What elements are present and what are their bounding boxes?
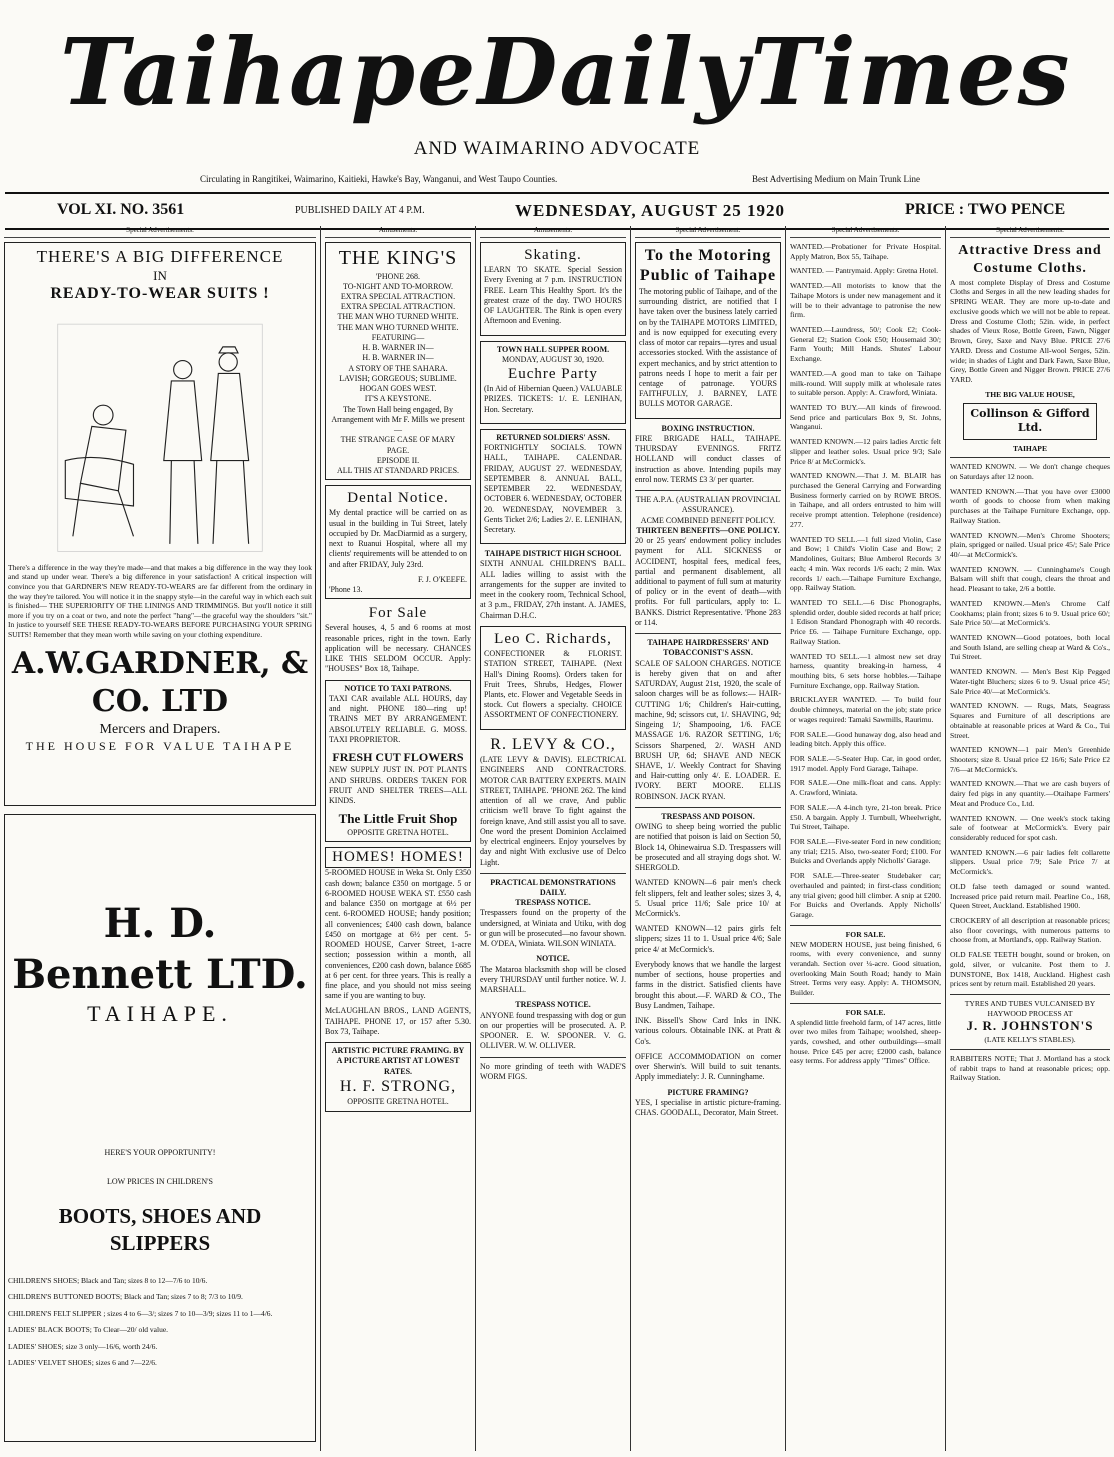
classified-ad: WANTED KNOWN—Good potatoes, both local and South Island, are selling cheap at Ward & Co's., Tui Street.: [950, 633, 1110, 662]
tyres-heading: TYRES AND TUBES VULCANISED BY HAYWOOD PROCESS AT: [964, 999, 1096, 1018]
column-rule: [320, 226, 321, 1451]
euchre-advert: [480, 341, 626, 424]
price: PRICE : TWO PENCE: [905, 201, 1066, 218]
kings-line: The Town Hall being engaged, By Arrangement with Mr F. Mills we present—: [331, 404, 465, 435]
kings-line: EXTRA SPECIAL ATTRACTION.: [340, 302, 456, 312]
kings-phone: 'PHONE 268.: [375, 271, 421, 281]
bennett-item: LADIES' SHOES; size 3 only—16/6, worth 24/6.: [8, 1341, 158, 1351]
classified-ad: WANTED. — Pantrymaid. Apply: Gretna Hotel.: [790, 266, 939, 276]
gardner-subtitle: Mercers and Drapers.: [99, 722, 221, 738]
trespass-body-2: ANYONE found trespassing with dog or gun on our properties will be prosecuted. A. P. SPOONER. E. W. SPOONER. V. G. OLLIVER. W. W. OLLIVER.: [480, 1010, 626, 1051]
flowers-body: NEW SUPPLY JUST IN. POT PLANTS AND SHRUBS. ORDERS TAKEN FOR FRUIT AND SHELTER TREES—ALL KINDS.: [329, 765, 467, 806]
column-rule: [475, 226, 476, 1451]
newspaper-title: [60, 18, 1072, 126]
skating-advert: [480, 242, 626, 336]
circulation-line: [200, 174, 920, 184]
levy-advert: [480, 735, 626, 868]
column-1: [4, 226, 316, 1451]
kings-line: EPISODE II.: [376, 455, 420, 465]
classified-ad: WANTED KNOWN.—12 pairs ladies Arctic felt slipper and leather soles. Usual price 9/3; Sale Price 8/ at McCormick's.: [790, 437, 941, 466]
published-note: PUBLISHED DAILY AT 4 P.M.: [295, 205, 425, 216]
boxing-advert: [635, 424, 781, 485]
apa-heading: THE A.P.A. (AUSTRALIAN PROVINCIAL ASSURANCE).: [635, 495, 781, 515]
classified-ad: FOR SALE.—A 4-inch tyre, 21-ton break. Price £50. A bargain. Apply J. Turnbull, Wheelwright, Tui Street, Taihape.: [790, 802, 941, 832]
dental-body: My dental practice will be carried on as usual in the building in Tui Street, lately occupied by Dr. MacDiarmid as a surgery, next to Ruanui Hospital, where all my clients' requirements will be attended to on and after FRIDAY, July 23rd.: [329, 508, 467, 569]
bennett-advert: [4, 814, 316, 1442]
hairdressers-heading: TAIHAPE HAIRDRESSERS' AND TOBACCONIST'S ASSN.: [647, 638, 769, 658]
euchre-body: (In Aid of Hibernian Queen.) VALUABLE PRIZES. TICKETS: 1/. E. LENIHAN, Hon. Secretary.: [484, 384, 622, 414]
supper-heading: TOWN HALL SUPPER ROOM.: [496, 344, 610, 354]
bennett-boots-heading: BOOTS, SHOES AND SLIPPERS: [58, 1203, 262, 1255]
bennett-item: CHILDREN'S FELT SLIPPER ; sizes 4 to 6—3/; sizes 7 to 10—3/9; sizes 11 to 1—4/6.: [8, 1308, 273, 1318]
house-for-sale-body: NEW MODERN HOUSE, just being finished, 6 rooms, with every convenience, and sunny verandah. Section over ¼-acre. Good situation, overlooking Main South Road; handy to Main Street. Terms very easy. Apply: A. THOMSON, Builder.: [790, 939, 941, 998]
classified-ad: FOR SALE.—Good hunaway dog, also head and leading bitch. Apply this office.: [790, 729, 941, 749]
best-medium-text: Best Advertising Medium on Main Trunk Line: [751, 174, 920, 184]
kings-line: FEATURING—: [371, 332, 425, 342]
boxing-body: FIRE BRIGADE HALL, TAIHAPE. THURSDAY EVENINGS. FRITZ HOLLAND will conduct classes of instruction as above. Intending pupils may enrol now. TERMS £3 3/ per quarter.: [635, 433, 781, 484]
kings-line: A STORY OF THE SAHARA.: [348, 363, 448, 373]
homes-advert: [325, 847, 471, 1037]
bennett-item: LADIES' BLACK BOOTS; To Clear—20/ old value.: [8, 1325, 169, 1335]
fruit-shop-location: OPPOSITE GRETNA HOTEL.: [347, 827, 449, 837]
apa-advert: [635, 495, 781, 628]
volume-number: VOL XI. NO. 3561: [57, 201, 185, 218]
rsa-heading: RETURNED SOLDIERS' ASSN.: [496, 432, 610, 442]
column-6: [950, 226, 1110, 1451]
classified-ad: BRICKLAYER WANTED. — To build four double chimneys, material on the job; state price or wages required: Tamaki Sawmills, Raurimu.: [790, 695, 941, 724]
ink-advert: INK. Bissell's Show Card Inks in INK. various colours. Obtainable INK. at Pratt & Co's.: [635, 1016, 781, 1046]
levy-name: R. LEVY & CO.,: [490, 735, 616, 753]
supper-date: MONDAY, AUGUST 30, 1920.: [501, 354, 605, 364]
hairdressers-body: SCALE OF SALOON CHARGES. NOTICE is hereby given that on and after SATURDAY, August 21st, 1920, the scale of saloon charges will be as follows:— HAIR-CUTTING 1/6; Children's Hair-cutting, machine, 9d; scissors cut, 1/. SHAVING, 9d; Singeing 1/; Shampooing, 1/6. FACE MASSAGE 1/6. RAZOR SETTING, 1/6; Scissors Sharpened, 2/. WASH AND BRUSH UP, 6d; SHAVE AND NECK SHAVE, 1/. Weekly Contract for Shaving and Hair-cutting only 4/. E. LOADER. E. IVORY. BERT MOORE. ELLIS ROBINSON. JACK RYAN.: [635, 658, 781, 801]
gardner-headline-2: IN: [153, 267, 167, 283]
boxing-heading: BOXING INSTRUCTION.: [661, 423, 755, 433]
title-word-3: Times: [750, 18, 1072, 126]
divider: [635, 490, 781, 491]
bennett-name: H. D. Bennett LTD.: [12, 899, 308, 999]
apa-body: 20 or 25 years' endowment policy includes payment for ALL SICKNESS or ACCIDENT, hospital fees, medical fees, partial and permanent disablement, all additional to payment of full sum at maturity of policy or in the event of death—with profits. For full particulars, apply to: L. BANKS. District Representative. 'Phone 283 or 114.: [635, 536, 781, 627]
divider: [790, 1003, 941, 1004]
classified-ad: WANTED KNOWN.—6 pair ladies felt collarette slippers. Usual price 7/9; Sale Price 7/ at McCormick's.: [950, 847, 1110, 877]
wanted-known-girls: WANTED KNOWN—12 pairs girls felt slippers; sizes 11 to 1. Usual price 4/6; Sale price 4/ at McCormick's.: [635, 924, 781, 954]
circulation-text: Circulating in Rangitikei, Waimarino, Kaitieki, Hawke's Bay, Wanganui, and West Taupo Counties.: [200, 174, 558, 184]
strong-location: OPPOSITE GRETNA HOTEL.: [347, 1097, 449, 1107]
practical-heading: PRACTICAL DEMONSTRATIONS DAILY.: [490, 877, 616, 897]
column-heading: Amusements.: [480, 226, 626, 238]
rsa-body: FORTNIGHTLY SOCIALS. TOWN HALL, TAIHAPE. CALENDAR. FRIDAY, AUGUST 27. WEDNESDAY, SEPTEMBER 8. ANNUAL BALL, SEPTEMBER 22. WEDNESDAY, OCTOBER 6. WEDNESDAY, OCTOBER 20. WEDNESDAY, NOVEMBER 3. Gents Ticket 2/6; Ladies 2/. E. LENIHAN, Secretary.: [484, 443, 622, 535]
dress-title: Attractive Dress and Costume Cloths.: [958, 242, 1102, 276]
divider: [950, 994, 1110, 995]
gardner-name: A.W.GARDNER, & CO. LTD: [11, 645, 309, 719]
gardner-headline-1: THERE'S A BIG DIFFERENCE: [36, 246, 284, 266]
bennett-item: CHILDREN'S SHOES; Black and Tan; sizes 8 to 12—7/6 to 10/6.: [8, 1275, 208, 1285]
divider: [480, 1057, 626, 1058]
classified-ad: OLD FALSE TEETH bought, sound or broken, on gold, silver, or vulcanite. Post them to J. DUNSTONE, Box 1418, Auckland. Highest cash prices sent by return mail. Established 20 years.: [950, 950, 1110, 989]
classified-ad: WANTED KNOWN.—That we are cash buyers of dairy fed pigs in any quantity.—Otaihape Farmers' Meat and Produce Co., Ltd.: [950, 779, 1110, 808]
dental-title: Dental Notice.: [347, 490, 449, 507]
classified-ad: WANTED.—A good man to take on Taihape milk-round. Will supply milk at wholesale rates to suitable person. Apply: A. Crawford, Winiata.: [790, 368, 941, 398]
flowers-heading: FRESH CUT FLOWERS: [332, 750, 464, 765]
motoring-body: The motoring public of Taihape, and of the surrounding district, are notified that I have taken over the business lately carried on by the TAIHAPE MOTORS LIMITED, and is now equipped for executing every class of motor car repairs—tyres and usual accessories stocked. With the assistance of expert mechanics, and by strict attention to patrons needs I hope to merit a fair per centage of patronage. YOURS FAITHFULLY, J. BARNEY, LATE BULLS MOTOR GARAGE.: [639, 286, 777, 409]
column-heading: Special Advertisements.: [950, 226, 1110, 238]
divider: [635, 633, 781, 634]
column-2: [325, 226, 471, 1451]
column-heading: Amusements.: [325, 226, 471, 238]
dental-signature: F. J. O'KEEFE.: [417, 574, 467, 584]
classified-ad: WANTED TO SELL.—1 almost new set dray harness, quantity breaking-in harness, 4 mouthing bits, 6 sets horse hobbles.—Taihape Furniture Exchange, opp. Railway Station.: [790, 651, 941, 690]
euchre-title: Euchre Party: [508, 366, 598, 383]
column-5: [790, 226, 941, 1451]
classified-ad: WANTED KNOWN. — Cunninghame's Cough Balsam will shift that cough, clears the throat and head. Pleasant to take, 2/6 a bottle.: [950, 564, 1110, 594]
apa-subheading: ACME COMBINED BENEFIT POLICY.: [640, 515, 776, 525]
value-house: THE BIG VALUE HOUSE,: [985, 389, 1075, 399]
strong-name: H. F. STRONG,: [339, 1077, 457, 1095]
classified-ad: WANTED.—Laundress, 50/; Cook £2; Cook-General £2; Station Cook £50; Housemaid 30/; Farm Youth; Mill Hands. Shutes' Labour Exchange.: [790, 324, 941, 364]
taxi-notice: [325, 680, 471, 843]
classified-ad: WANTED KNOWN—1 pair Men's Greenhide Shooters; size 8. Usual price £2 16/6; Sale Price £2 7/6—at McCormick's.: [950, 745, 1110, 774]
farm-for-sale-heading: FOR SALE.: [845, 1007, 886, 1017]
school-advert: [480, 549, 626, 621]
kings-line: THE MAN WHO TURNED WHITE.: [337, 322, 459, 332]
notice-body: The Mataroa blacksmith shop will be closed every THURSDAY until further notice. W. J. MARSHALL.: [480, 964, 626, 995]
classified-ad: WANTED.—All motorists to know that the Taihape Motors is under new management and it will be to their advantage to patronise the new firm.: [790, 281, 941, 320]
framing-heading: PICTURE FRAMING?: [667, 1087, 749, 1097]
framing-advert: [325, 1042, 471, 1111]
skating-title: Skating.: [524, 246, 582, 263]
trespass-poison-heading: TRESPASS AND POISON.: [661, 811, 755, 821]
title-word-1: Taihape: [60, 18, 478, 126]
trespass-body-1: Trespassers found on the property of the undersigned, at Winiata and Utiku, with dog or gun will be prosecuted—no favour shown. M. O'DEA, Winiata. WILSON WINIATA.: [480, 908, 626, 949]
richards-advert: [480, 626, 626, 730]
kings-line: LAVISH; GORGEOUS; SUBLIME.: [339, 373, 457, 383]
classified-ad: WANTED TO SELL.—6 Disc Phonographs, splendid order, double sided records at half price; 1 Edison Standard Phonograph with 40 records. Price £6. — Taihape Furniture Exchange, opp. Railway Station.: [790, 597, 941, 646]
levy-body: (LATE LEVY & DAVIS). ELECTRICAL ENGINEERS AND CONTRACTORS. MOTOR CAR BATTERY EXPERTS. MAIN STREET, TAIHAPE. 'PHONE 262. The kind attention of all we crave, And public criticism we'll brave To fight against the foreign knave, And still assist you all to save. One word the present Dominion Acclaimed by electrical engineers. Enjoy yourselves by day and night With exclusive use of Delco Light.: [480, 755, 626, 867]
bennett-item: CHILDREN'S BUTTONED BOOTS; Black and Tan; sizes 7 to 8; 7/3 to 10/9.: [8, 1292, 243, 1302]
for-sale-body: Several houses, 4, 5 and 6 rooms at most reasonable prices, right in the town. Early application will be necessary. CHANCES LIKE THIS SELDOM OCCUR. Apply: "HOUSES" Box 18, Taihape.: [325, 623, 471, 674]
classified-ad: FOR SALE.—Three-seater Studebaker car; overhauled and painted; in first-class condition; any trial given; good hill climber. A snip at £200. For Buicks and Overlands. Apply Nicholls' Garage.: [790, 871, 941, 920]
column-rule: [785, 226, 786, 1451]
collinson-logo: Collinson & Gifford Ltd.: [963, 403, 1097, 439]
kings-title: THE KING'S: [338, 246, 458, 269]
divider: [950, 1049, 1110, 1050]
bennett-town: TAIHAPE.: [87, 1001, 233, 1027]
men-in-suits-illustration: [15, 309, 305, 559]
taxi-body: TAXI CAR available ALL HOURS, day and night. PHONE 180—ring up! TRAINS MET BY ARRANGEMENT. ABSOLUTELY RELIABLE. G. MOSS. TAXI PROPRIETOR.: [329, 693, 467, 744]
divider: [790, 925, 941, 926]
bennett-low-prices: LOW PRICES IN CHILDREN'S: [107, 1176, 213, 1186]
house-for-sale-heading: FOR SALE.: [845, 929, 886, 939]
rabbiters-note: RABBITERS NOTE; That J. Mortland has a stock of rabbit traps to hand at reasonable prices; opp. Railway Station.: [950, 1053, 1110, 1083]
kings-line: THE MAN WHO TURNED WHITE.: [337, 312, 459, 322]
for-sale-title: For Sale: [368, 605, 428, 622]
homes-body: 5-ROOMED HOUSE in Weka St. Only £350 cash down; balance £350 on mortgage. 5 or 6-ROOMED HOUSE WEKA ST. £550 cash and balance £350 on mortgage at 6½ per cent. 6-ROOMED HOUSE; handy position; all conveniences; £400 cash down, balance £450 on mortgage at 6½ per cent. 5-ROOMED HOUSE, Carver Street, 1-acre section; possession within a month, all conveniences, £200 cash down, balance £685 at 6 per cent. for three years. This is really a fine place, and you should not miss seeing same if you are wanting to buy.: [325, 868, 471, 1001]
kings-line: H. B. WARNER IN—: [362, 353, 434, 363]
kings-line: IT'S A KEYSTONE.: [364, 394, 432, 404]
rsa-advert: [480, 429, 626, 544]
classified-ad: WANTED TO SELL.—1 full sized Violin, Case and Bow; 1 Child's Violin Case and Bow; 2 Mandolines, Guitars; Blue Amberol Records 3/ each; 4 min. Wax records 1/6 each; 2 min. Wax records 1/ each.—Taihape Furniture Exchange, opp. Railway Station.: [790, 534, 941, 593]
school-body: SIXTH ANNUAL CHILDREN'S BALL. ALL ladies willing to assist with the arrangements for the supper are invited to meet in the cookery room, Technical School, at 3 p.m., FRIDAY, 27th instant. A. JAMES, Chairman D.H.C.: [480, 559, 626, 620]
motoring-title: To the Motoring Public of Taihape: [639, 246, 777, 285]
apa-benefits: THIRTEEN BENEFITS—ONE POLICY.: [636, 525, 780, 535]
classified-ad: FOR SALE.—Five-seater Ford in new condition; any trial; £215. Also, two-seater Ford; £100. For Buicks and Overlands apply Nicholls' Garage.: [790, 837, 941, 866]
for-sale-advert: [325, 604, 471, 674]
kings-line: THE STRANGE CASE OF MARY PAGE.: [340, 435, 456, 455]
title-word-2: Daily: [477, 18, 751, 126]
column-rule: [945, 226, 946, 1451]
homes-agent: McLAUGHLAN BROS., LAND AGENTS, TAIHAPE. PHONE 17, or 157 after 5.30. Box 73, Taihape.: [325, 1006, 471, 1036]
kings-line: HOGAN GOES WEST.: [359, 384, 437, 394]
classified-ad: FOR SALE.—One milk-float and cans. Apply: A. Crawford, Winiata.: [790, 778, 941, 798]
trespass-poison-body: OWING to sheep being worried the public are notified that poison is laid on Section 50, Block 14, Ohinewairua S.D. Trespassers will be prosecuted and all straying dogs shot. W. SHERGOLD.: [635, 822, 781, 873]
farm-for-sale-body: A splendid little freehold farm, of 147 acres, little over two miles from Taihape; woolshed, sheep-yards, cowshed, and other outbuildings—small house. Price £45 per acre; £2000 cash, balance easy terms. For address apply "Times" Office.: [790, 1017, 941, 1066]
gardner-headline-3: READY-TO-WEAR SUITS !: [50, 285, 270, 303]
dental-notice: [325, 485, 471, 599]
classified-ad: WANTED KNOWN. — Rugs, Mats, Seagrass Squares and Furniture of all descriptions are obtainable at reasonable prices at Ward & Co., Tui Street.: [950, 701, 1110, 740]
skating-body: LEARN TO SKATE. Special Session Every Evening at 7 p.m. INSTRUCTION FREE. Learn This Healthy Sport. It's the greatest craze of the day. TWO HOURS OF LAUGHTER. The Rink is open every Afternoon and Evening.: [484, 265, 622, 326]
hairdressers-advert: [635, 638, 781, 802]
classified-ad: WANTED KNOWN.—Men's Chrome Shooters; plain, sprigged or nailed. Usual price 45/; Sale Price 40/—at McCormick's.: [950, 530, 1110, 560]
classified-ad: WANTED KNOWN.—That you have over £3000 worth of goods to choose from when making purchases at the Taihape Furniture Exchange, opp. Railway Station.: [950, 486, 1110, 525]
dateline: [5, 192, 1109, 230]
dental-phone: 'Phone 13.: [329, 585, 363, 595]
issue-date: WEDNESDAY, AUGUST 25 1920: [515, 201, 785, 220]
collinson-town: TAIHAPE: [1012, 443, 1048, 453]
column-heading: Special Advertisement.: [635, 226, 781, 238]
homes-heading: HOMES! HOMES!: [325, 847, 471, 868]
dress-body: A most complete Display of Dress and Costume Cloths and Serges in all the new leading shades for SPRING WEAR. They are more up-to-date and exclusive goods which we will not be able to repeat. Dress and Costume Cloth; 52in. wide, in perfect shades of Vieux Rose, Bottle Green, Fawn, Nigger Brown, Grey, Saxe and Navy Blue. PRICE 27/6 YARD. Dress and Costume All-wool Serges, 52in. wide; in shades of Light and Dark Fawn, Saxe Blue, Grey, Bottle Green and Nigger Brown. PRICE 27/6 YARD.: [950, 277, 1110, 384]
classified-ad: FOR SALE.—5-Seater Hup. Car, in good order, 1917 model. Apply Ford Garage, Taihape.: [790, 754, 941, 773]
masthead: [0, 0, 1114, 190]
divider: [950, 457, 1110, 458]
classified-ad: WANTED.—Probationer for Private Hospital. Apply Matron, Box 55, Taihape.: [790, 241, 941, 261]
gardner-body: There's a difference in the way they're made—and that makes a big difference in the way they look and stand up under wear. There's a big difference in your satisfaction! A critical inspection will convince you that GARDNER'S NEW READY-TO-WEARS are far different from the ordinary in the way they're tailored. You will notice it in the snappy style—in the careful way in which each suit is finished— THE SUPERIORITY OF THE LININGS AND TRIMMINGS. But you'll notice it still more if you try on a coat or two, and note the perfect "hang"—the graceful way the shoulders "sit." In justice to yourself SEE THESE READY-TO-WEARS BEFORE PURCHASING YOUR SPRING SUITS! Remember that they mean worth while saving on your clothing expenditure.: [8, 562, 312, 639]
column-4: [635, 226, 781, 1451]
bennett-opportunity: HERE'S YOUR OPPORTUNITY!: [104, 1148, 216, 1158]
column-rule: [630, 226, 631, 1451]
notice-heading: NOTICE.: [536, 954, 570, 964]
column-3: [480, 226, 626, 1451]
framing-body: YES, I specialise in artistic picture-framing. CHAS. GOODALL, Decorator, Main Street.: [635, 1097, 781, 1117]
classified-ad: CROCKERY of all description at reasonable prices; also floor coverings, with numerous patterns to choose from, at Mortland's, opp. Railway Station.: [950, 916, 1110, 945]
kings-line: TO-NIGHT AND TO-MORROW.: [342, 281, 453, 291]
classified-ad: WANTED TO BUY.—All kinds of firewood. Send price and particulars Box 9, St. Johns, Wanganui.: [790, 403, 941, 432]
taxi-heading: NOTICE TO TAXI PATRONS.: [344, 683, 452, 693]
richards-name: Leo C. Richards,: [494, 630, 612, 647]
kings-line: ALL THIS AT STANDARD PRICES.: [336, 466, 460, 475]
classified-ad: WANTED KNOWN.—That J. M. BLAIR has purchased the General Carrying and Forwarding Business formerly carried on by ROWE BROS. in Taihape, and all orders entrusted to him will receive prompt attention. Telephone (residence) 277.: [790, 471, 941, 529]
classified-ad: WANTED KNOWN. — Men's Best Kip Pegged Water-tight Bluchers; sizes 6 to 9. Usual price 45/; Sale Price 40/—at McCormick's.: [950, 667, 1110, 696]
ward-advert: Everybody knows that we handle the largest number of sections, house properties and farms in the district. Satisfied clients have brought this about.—F. WARD & CO., The Busy Landmen, Taihape.: [635, 959, 781, 1010]
framing-text: ARTISTIC PICTURE FRAMING. BY A PICTURE ARTIST AT LOWEST RATES.: [331, 1046, 465, 1076]
richards-body: CONFECTIONER & FLORIST. STATION STREET, TAIHAPE. (Next Hall's Dining Rooms). Orders taken for Fruit Trees, Shrubs, Hedges, Flower Plants, etc. Flower and Vegetable Seeds in stock. Cut flowers a specialty. CHOICE ASSORTMENT OF CONFECTIONERY.: [484, 649, 622, 720]
column-heading: Special Advertisements.: [790, 226, 941, 238]
kings-theatre-advert: [325, 242, 471, 480]
classified-ad: OLD false teeth damaged or sound wanted. Increased price paid return mail. Pearline Co., 168, Queen Street, Auckland. Established 1900.: [950, 881, 1110, 911]
motoring-advert: [635, 242, 781, 419]
divider: [635, 807, 781, 808]
kings-line: EXTRA SPECIAL ATTRACTION.: [340, 292, 456, 302]
gardner-advert: [4, 242, 316, 806]
fruit-shop-name: The Little Fruit Shop: [338, 811, 458, 827]
johnston-subtitle: (LATE KELLY'S STABLES).: [984, 1035, 1076, 1045]
divider: [480, 873, 626, 874]
kings-line: H. B. WARNER IN—: [362, 343, 434, 353]
classified-ad: WANTED KNOWN. — One week's stock taking sale of footwear at McCormick's. Every pair considerably reduced for spot cash.: [950, 813, 1110, 842]
wanted-known-slippers: WANTED KNOWN—6 pair men's check felt slippers, felt and leather soles; sizes 3, 4, 5. Usual price 11/6; Sale price 10/ at McCormick's.: [635, 878, 781, 919]
school-heading: TAIHAPE DISTRICT HIGH SCHOOL: [484, 549, 622, 559]
classified-ad: WANTED KNOWN. — We don't change cheques on Saturdays after 12 noon.: [950, 462, 1110, 481]
column-heading: Special Advertisements.: [4, 226, 316, 238]
bennett-item: LADIES' VELVET SHOES; sizes 6 and 7—22/6.: [8, 1358, 157, 1368]
johnston-name: J. R. JOHNSTON'S: [966, 1018, 1094, 1034]
wade-advert: No more grinding of teeth with WADE'S WORM FIGS.: [480, 1061, 626, 1081]
trespass-heading-2: TRESPASS NOTICE.: [515, 1000, 591, 1010]
office-advert: OFFICE ACCOMMODATION on corner over Sherwin's. Will build to suit tenants. Apply immediately: J. R. Cunninghame.: [635, 1051, 781, 1082]
trespass-heading-1: TRESPASS NOTICE.: [515, 898, 591, 908]
bennett-items: [8, 1273, 312, 1372]
subtitle: AND WAIMARINO ADVOCATE: [413, 138, 701, 159]
classified-ad: WANTED KNOWN.—Men's Chrome Calf Cookhams; plain front; sizes 6 to 9. Usual price 60/; Sale Price 50/—at McCormick's.: [950, 598, 1110, 628]
gardner-tagline: THE HOUSE FOR VALUE TAIHAPE: [25, 739, 295, 754]
